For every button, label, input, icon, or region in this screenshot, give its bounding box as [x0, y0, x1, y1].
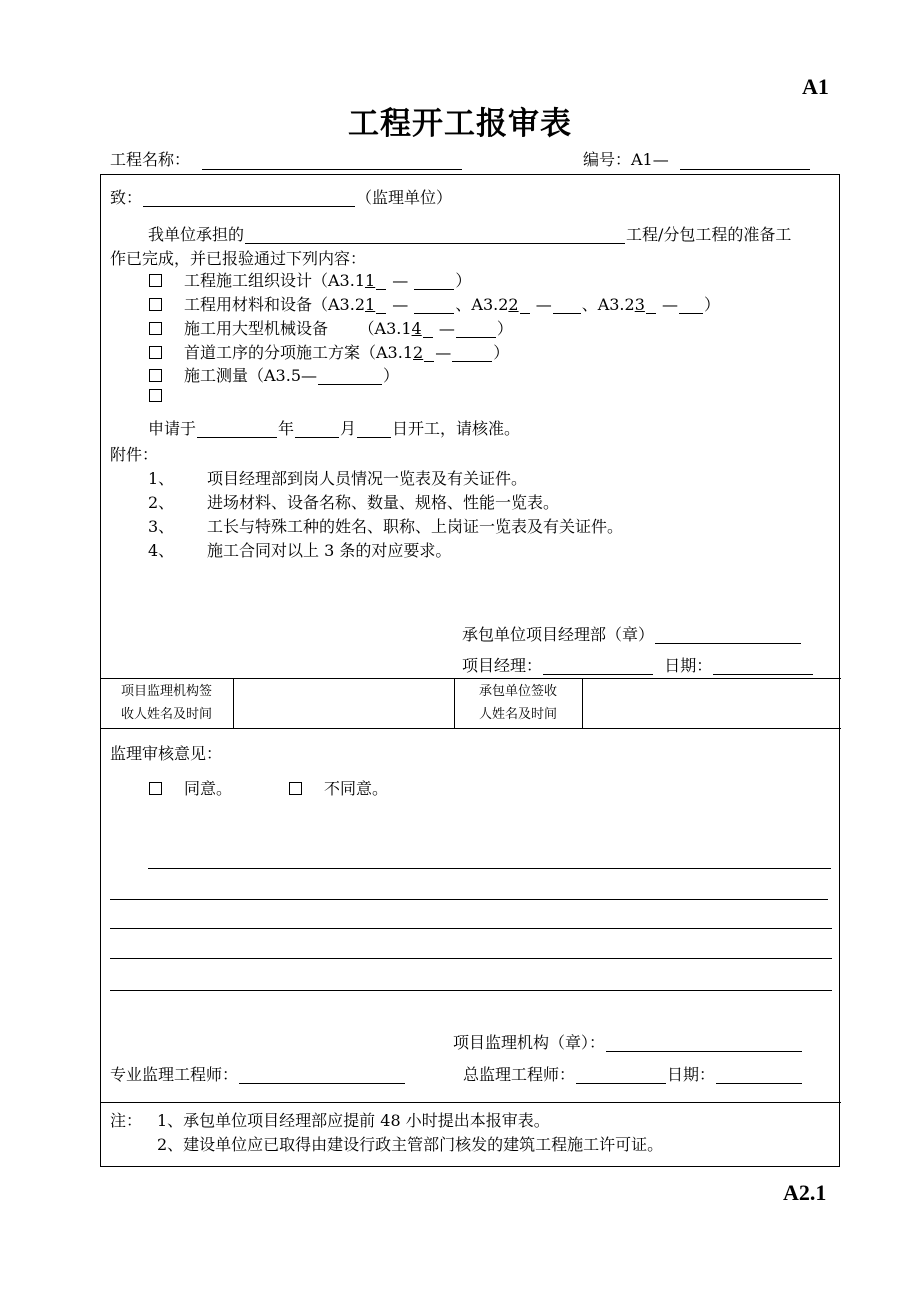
form-number-label: 编号：A1— — [583, 150, 669, 169]
chief-engineer-field[interactable] — [576, 1068, 666, 1084]
contractor-date-field[interactable] — [713, 659, 813, 675]
contractor-receipt-label: 承包单位签收 — [479, 684, 558, 699]
attachment-item: 项目经理部到岗人员情况一览表及有关证件。 — [207, 469, 528, 488]
review-date-field[interactable] — [716, 1068, 802, 1084]
review-options — [289, 780, 388, 798]
form-code-bottom: A2.1 — [783, 1180, 827, 1205]
attachments-title: 附件： — [110, 445, 159, 464]
attachment-item: 施工合同对以上 3 条的对应要求。 — [207, 541, 452, 560]
supervisor-receipt-field[interactable] — [235, 680, 452, 726]
checkbox[interactable] — [149, 274, 162, 287]
review-opinion-line[interactable] — [110, 928, 832, 929]
checkbox[interactable] — [149, 346, 162, 359]
attachment-item: 工长与特殊工种的姓名、职称、上岗证一览表及有关证件。 — [207, 517, 624, 536]
review-opinion-line[interactable] — [110, 958, 832, 959]
specialist-engineer-field[interactable] — [239, 1068, 405, 1084]
form-number-field[interactable] — [680, 169, 810, 170]
project-name-field[interactable] — [202, 169, 462, 170]
review-opinion-line[interactable] — [110, 990, 832, 991]
project-name-label: 工程名称： — [110, 150, 191, 169]
agree-checkbox[interactable] — [149, 782, 162, 795]
supervisor-unit-field[interactable] — [143, 191, 355, 207]
project-manager-line: 项目经理： 日期： — [462, 657, 814, 675]
supervision-org-line: 项目监理机构（章）： — [453, 1034, 803, 1052]
specialist-engineer-line: 专业监理工程师： — [110, 1066, 406, 1084]
form-code-top: A1 — [802, 74, 829, 99]
checkbox[interactable] — [149, 298, 162, 311]
checkbox[interactable] — [149, 322, 162, 335]
attachment-item-num: 1、 — [148, 469, 175, 488]
attachment-item-num: 4、 — [148, 541, 175, 560]
attachment-item: 进场材料、设备名称、数量、规格、性能一览表。 — [207, 493, 560, 512]
checklist-item-first-process: 首道工序的分项施工方案（A3.12 — ） — [149, 344, 509, 362]
notes-prefix: 注： — [110, 1111, 143, 1130]
start-month-field[interactable] — [295, 422, 339, 438]
page-title: 工程开工报审表 — [348, 106, 572, 142]
intro-line-2: 作已完成，并已报验通过下列内容： — [110, 249, 367, 268]
checkbox[interactable] — [149, 389, 162, 402]
checklist-item-materials: 工程用材料和设备（A3.21 — 、A3.22 — 、A3.23 — ） — [149, 296, 720, 314]
attachment-item-num: 3、 — [148, 517, 175, 536]
note-item: 1、承包单位项目经理部应提前 48 小时提出本报审表。 — [157, 1111, 550, 1130]
start-year-field[interactable] — [197, 422, 277, 438]
intro-line-1: 我单位承担的 工程/分包工程的准备工 — [148, 225, 792, 244]
addressee-label: 致： （监理单位） — [110, 188, 453, 207]
review-title: 监理审核意见： — [110, 744, 223, 763]
start-day-field[interactable] — [357, 422, 391, 438]
checklist-item-machinery: 施工用大型机械设备 （A3.14 — ） — [149, 320, 513, 338]
agree-label: 同意。 — [184, 779, 233, 798]
disagree-checkbox[interactable] — [289, 782, 302, 795]
checklist-item-construction-design: 工程施工组织设计（A3.11 — ） — [149, 272, 471, 290]
checklist-item-blank — [149, 387, 184, 405]
review-opinion-line[interactable] — [110, 899, 828, 900]
contractor-receipt-label: 人姓名及时间 — [479, 707, 558, 722]
note-item: 2、建设单位应已取得由建设行政主管部门核发的建筑工程施工许可证。 — [157, 1135, 664, 1154]
contractor-dept-label: 承包单位项目经理部（章） — [462, 626, 802, 644]
chief-engineer-line: 总监理工程师： 日期： — [463, 1066, 803, 1084]
contractor-receipt-field[interactable] — [584, 680, 838, 726]
attachment-item-num: 2、 — [148, 493, 175, 512]
supervisor-receipt-label: 项目监理机构签 — [121, 684, 213, 699]
contractor-seal-field[interactable] — [655, 628, 801, 644]
disagree-label: 不同意。 — [324, 779, 389, 798]
checkbox[interactable] — [149, 369, 162, 382]
project-field[interactable] — [245, 228, 625, 244]
project-manager-field[interactable] — [543, 659, 653, 675]
supervision-org-seal-field[interactable] — [606, 1036, 802, 1052]
supervisor-receipt-label: 收人姓名及时间 — [121, 707, 213, 722]
review-opinion-line[interactable] — [148, 868, 831, 869]
checklist-item-survey: 施工测量（A3.5— ） — [149, 367, 399, 385]
start-date-line: 申请于 年 月 日开工，请核准。 — [148, 419, 521, 438]
review-options — [149, 780, 232, 798]
